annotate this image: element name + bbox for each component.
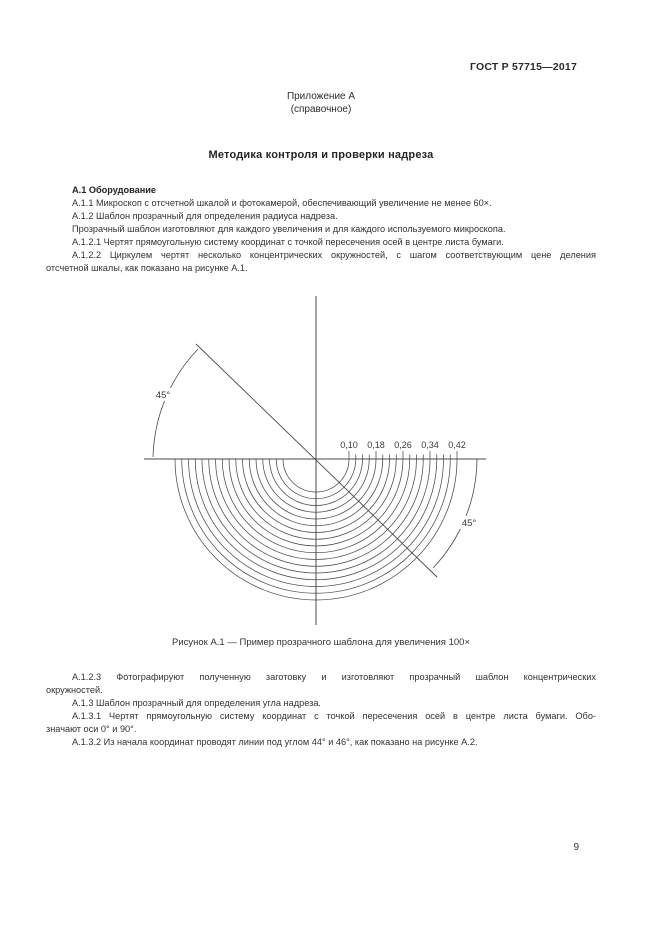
paragraph-line: А.1.3 Шаблон прозрачный для определения угла надреза.: [72, 698, 321, 708]
radius-label: 0,26: [394, 440, 412, 450]
radius-label: 0,34: [421, 440, 439, 450]
paragraph-line: А.1.3.1 Чертят прямоугольную систему координат с точкой пересечения осей в центре листа бумаги. Обо-: [72, 711, 596, 721]
paragraph-line: Прозрачный шаблон изготовляют для каждого увеличения и для каждого используемого микроскопа.: [72, 224, 506, 234]
radius-ticks: [349, 451, 457, 459]
angle-label-right: 45°: [461, 518, 477, 529]
figure-caption: Рисунок А.1 — Пример прозрачного шаблона для увеличения 100×: [171, 637, 470, 648]
section-equipment-continued: [46, 671, 596, 749]
dimension-arc-lower: [433, 459, 477, 568]
paragraph-line: отсчетной шкалы, как показано на рисунке А.1.: [46, 263, 248, 273]
page-number: 9: [573, 842, 579, 853]
section-equipment: [46, 184, 596, 275]
radius-label: 0,10: [340, 440, 358, 450]
appendix-label: Приложение А: [286, 91, 356, 102]
appendix-note: (справочное): [290, 103, 352, 115]
radius-labels: [340, 440, 466, 450]
document-number: ГОСТ Р 57715—2017: [469, 61, 577, 73]
paragraph-line: А.1.2.1 Чертят прямоугольную систему координат с точкой пересечения осей в центре листа бумаги.: [72, 237, 504, 247]
appendix-heading: [46, 91, 596, 116]
page-title: Методика контроля и проверки надреза: [208, 149, 434, 161]
paragraph-line: А.1.2 Шаблон прозрачный для определения радиуса надреза.: [72, 211, 338, 221]
paragraph-line: А.1.2.3 Фотографируют полученную заготовку и изготовляют прозрачный шаблон концентрических: [72, 672, 596, 682]
section-heading: А.1 Оборудование: [72, 185, 157, 195]
paragraph-line: А.1.1 Микроскоп с отсчетной шкалой и фотокамерой, обеспечивающий увеличение не менее 60×.: [72, 198, 492, 208]
radius-label: 0,18: [367, 440, 385, 450]
radius-label: 0,42: [448, 440, 466, 450]
paragraph-line: значают оси 0° и 90°.: [46, 724, 137, 734]
figure-template-diagram: [130, 291, 500, 629]
paragraph-line: А.1.3.2 Из начала координат проводят линии под углом 44° и 46°, как показано на рисунке А.2.: [72, 737, 478, 747]
paragraph-line: А.1.2.2 Циркулем чертят несколько концентрических окружностей, с шагом соответствующим цене деления: [72, 250, 596, 260]
dimension-arc-upper: [153, 349, 198, 457]
paragraph-line: окружностей.: [46, 685, 103, 695]
angle-label-left: 45°: [155, 390, 171, 401]
